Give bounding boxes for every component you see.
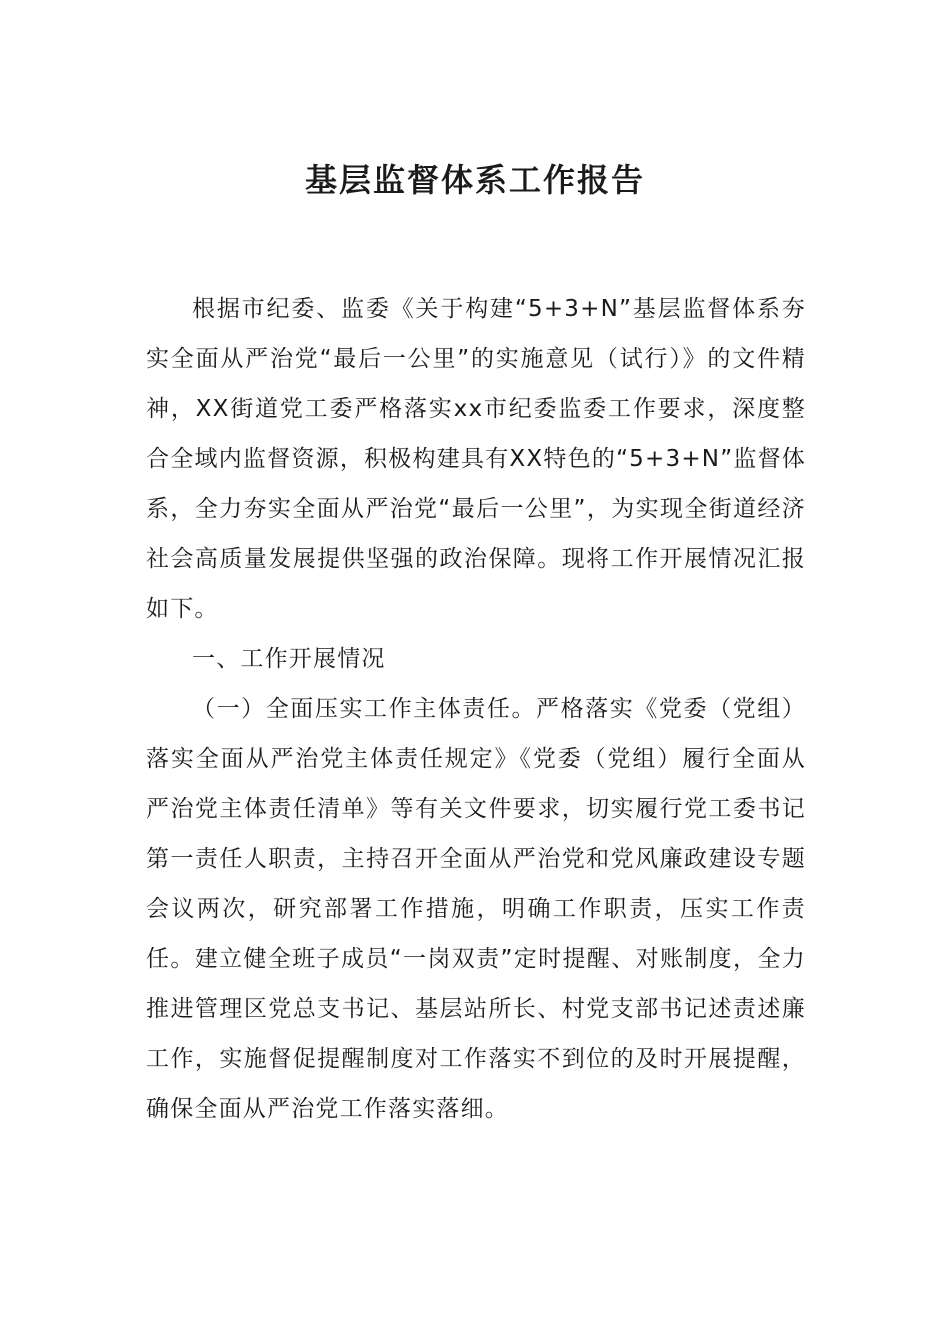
paragraph-responsibility: （一）全面压实工作主体责任。严格落实《党委（党组）落实全面从严治党主体责任规定》《党委（党组）履行全面从严治党主体责任清单》等有关文件要求，切实履行党工委书记第一责任人职责，主持召开全面从严治党和党风廉政建设专题会议两次，研究部署工作措施，明确工作职责，压实工作责任。建立健全班子成员“一岗双责”定时提醒、对账制度，全力推进管理区党总支书记、基层站所长、村党支部书记述责述廉工作，实施督促提醒制度对工作落实不到位的及时开展提醒，确保全面从严治党工作落实落细。 (146, 696, 806, 1122)
document-body (146, 284, 806, 1134)
section-heading: 一、工作开展情况 (192, 646, 386, 672)
paragraph-intro: 根据市纪委、监委《关于构建“5+3+N”基层监督体系夯实全面从严治党“最后一公里”的实施意见（试行）》的文件精神，XX街道党工委严格落实xx市纪委监委工作要求，深度整合全域内监督资源，积极构建具有XX特色的“5+3+N”监督体系，全力夯实全面从严治党“最后一公里”，为实现全街道经济社会高质量发展提供坚强的政治保障。现将工作开展情况汇报如下。 (146, 296, 806, 622)
document-title: 基层监督体系工作报告 (304, 161, 645, 199)
